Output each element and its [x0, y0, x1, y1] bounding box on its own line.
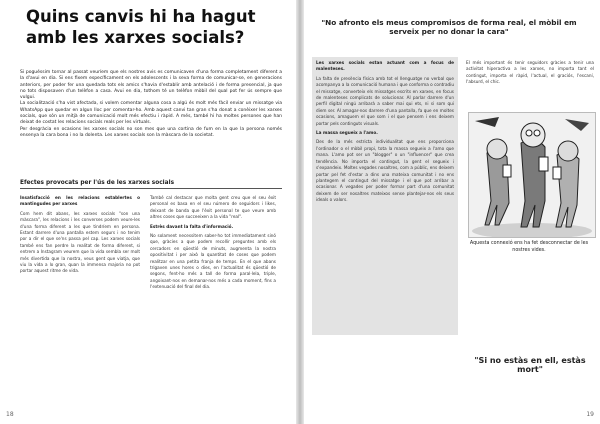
pull-quote-bottom: "Si no estàs en ell, estàs mort"	[474, 356, 586, 374]
column-text: La falta de presència física amb tot el llenguatge no verbal que acompanya a la comunicació humana i que conforma o contradiu el missatge, converteix els missatges escrits en xarxes, en focus de malenteses complicats de solucionar. Al parlar darrere d'un perfil digital ningú arribarà a saber mai qui ets, ni si som qui diem ser. Al amagar-nos darrere d'una pantalla, fa que en moltes ocasions, amaguem el que som i el que pensem i ens deixem portar pels continguts visuals.	[316, 75, 454, 126]
column-text: Des de la més estricta individualitat que ens proporciona l'ordinador o el mòbil propi, tota la massa segueix a l'amo que mana. L'amo pot ser un "blogger" o un "influencer" que crea tendència. No importa el contingut, la gent el segueix i s'expandeix. Moltes vegades nosaltres, com a públic, ens deixem portar pel fet d'estar a dins una mateixa comunitat i no ens plantegem el contingut del missatge i el que pot arribar a ocasionar. A vegades per poder formar part d'una comunitat deixem de ser nosaltres mateixos sense plantejar-nos els seus ideals o valors.	[316, 139, 454, 203]
column-text: Com hem dit abans, les xarxes socials "son una màscara", les relacions i les converses podem veure-les d'una forma diferent a les que tindríem en persona. Estant darrere d'una pantalla estem segurs i no tenim por a dir el que se'ns passa pel cap. Les xarxes socials també ens fan perdre la realitat de forma diferent, si entrem a Instagram veurem que la vida sembla ser molt més divertida que la nostra, veus gent que viatja, que viu la vida a lo gran, quan la immensa majoria no pot portar aquest ritme de vida.	[20, 210, 140, 274]
column-text: També cal destacar que molta gent creu que el seu èxit personal es basa en el seu número de seguidors i likes, deixant de banda que l'èxit personal te que veure amb altres coses que succeeixen a la vida "real".	[150, 195, 276, 220]
intro-text	[20, 70, 282, 139]
page-number: 19	[586, 411, 594, 418]
right-column	[466, 60, 594, 89]
intro-paragraph-1: Si poguéssim tornar al passat veuríem que els nostres avis es comunicaven d'una forma completament diferent a la d'avui en dia. Si ens fixem específicament en els adolescents i la seva forma de comunicar-se, en generacions anteriors, per poder fer una quedada tots els amics s'havia d'establir amb antelació i de forma presencial, ja que no tots disposaven d'un telèfon a casa. Avui en dia, tothom té un telèfon mòbil del qual pot fer ús sempre que vulgui.	[20, 70, 282, 101]
left-page	[0, 0, 296, 424]
right-page	[304, 0, 600, 424]
book-gutter	[296, 0, 304, 424]
page-number: 18	[6, 411, 14, 418]
intro-paragraph-2: La socialització s'ha vist afectada, si volem comentar alguna cosa a algú és molt més fàcil enviar un missatge via WhatsApp que quedar en algun lloc per comentar-ho. Amb aquest canvi tan gran s'ha donat a conèixer les xarxes socials, que són un mitjà de comunicació molt més efectiu i ràpid. A més, també hi ha moltes persones que han deixat de costat les relacions socials reals per les virtuals.	[20, 101, 282, 126]
boxed-column	[316, 60, 454, 207]
illustration-caption: Aquesta connexió ens ha fet desconnectar de les nostres vides.	[469, 241, 589, 253]
zombie-phone-cartoon	[469, 113, 595, 237]
column-heading: La massa segueix a l'amo.	[316, 130, 378, 136]
column-heading: Les xarxes socials estan actuant com a focus de malenteses.	[316, 60, 454, 72]
intro-paragraph-3: Per desgràcia en ocasions les xarxes socials no son mes que una cortina de fum en la que la persona només ensenya la cara bona i no la dolenta. Les xarxes socials son la màscara de la societat.	[20, 126, 282, 138]
left-column-1	[20, 195, 140, 278]
column-text: El més important és tenir seguidors gràcies a tenir una activitat hiperactiva a les xarxes, no importa tant el contingut, importa el ràpid, l'actual, el graciós, l'escaní, l'absurd, el chic.	[466, 60, 594, 85]
column-heading: Estrès davant la falta d'informació.	[150, 223, 234, 229]
left-column-2	[150, 195, 276, 294]
section-heading: Efectes provocats per l'ús de les xarxes socials	[20, 180, 282, 189]
pull-quote-top: "No afronto els meus compromisos de forma real, el mòbil em serveix per no donar la cara"	[321, 18, 577, 36]
cartoon-illustration	[468, 112, 596, 238]
column-text: No solament necessitem saber-ho tot immediatament sinó que, gràcies a que podem recollir preguntes amb els cercadors en qüestió de minuts, augmenta la nostra opositivitat i per això la quantitat de coses que podem realitzar en una petita franja de temps. En el que abans trigaven unes hores o dies, en l'actualitat és qüestió de segons, fent-ho més a tall de forma paral·lela, triple, angoixant-nos en demanar-nos més a cada moment, fins a l'extenuació del final del dia.	[150, 233, 276, 290]
page-title: Quins canvis hi ha hagut amb les xarxes socials?	[26, 7, 256, 47]
column-heading: Insatisfacció en les relacions establertes o mantingudes per xarxes	[20, 195, 140, 207]
